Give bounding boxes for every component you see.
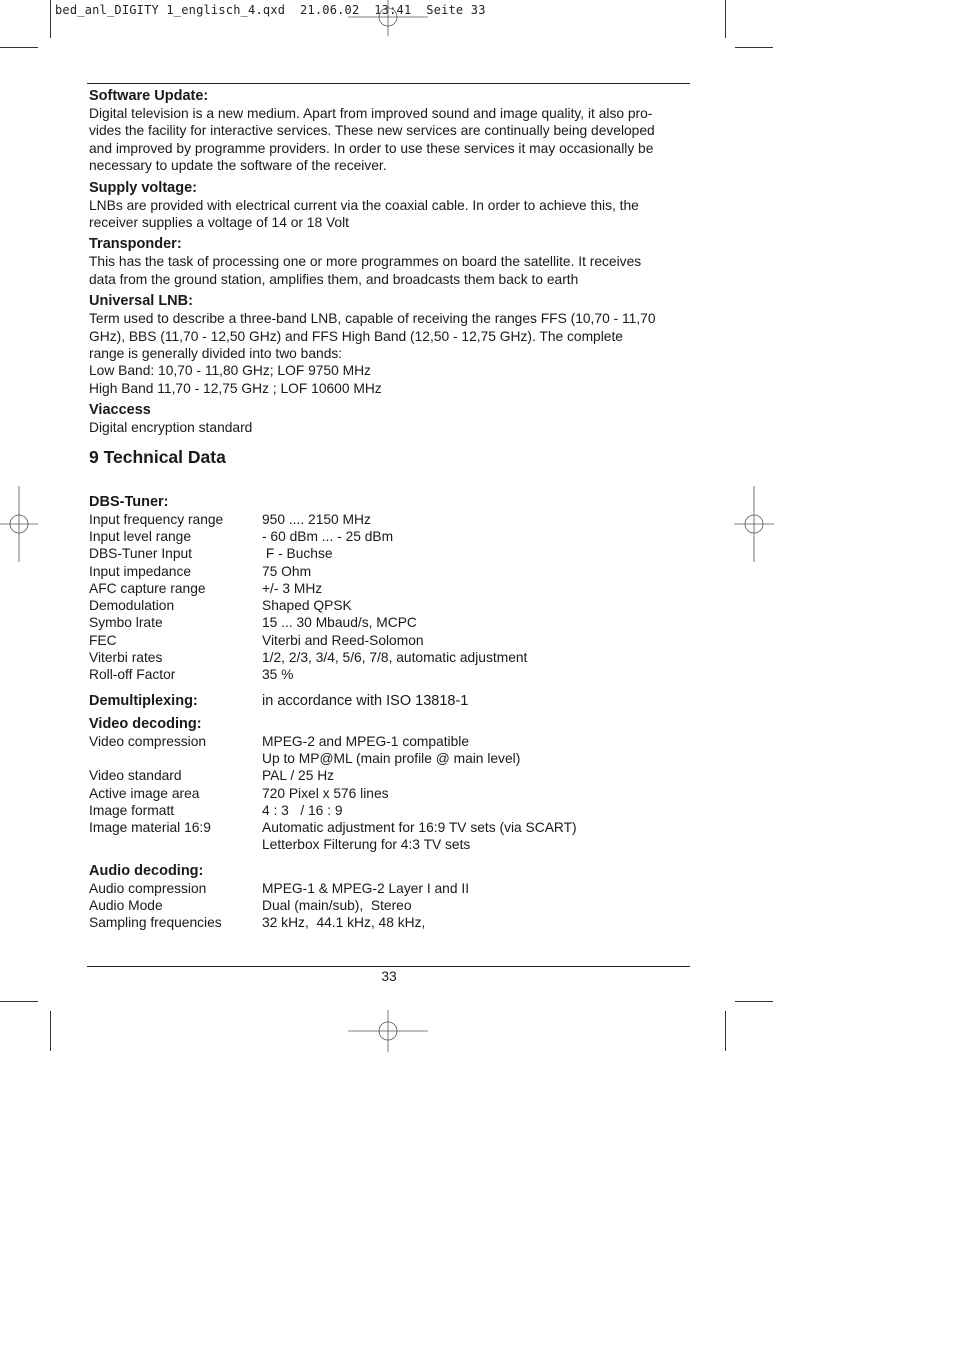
glossary-definition <box>89 419 689 436</box>
registration-mark-left <box>0 486 38 562</box>
spec-label: Image material 16:9 <box>89 820 211 836</box>
table-row <box>89 580 527 597</box>
spec-value: PAL / 25 Hz <box>262 768 335 784</box>
table-row <box>89 545 527 562</box>
definition-line: data from the ground station, amplifies them, and broadcasts them back to earth <box>89 271 579 287</box>
table-row <box>89 614 527 631</box>
glossary-entry-supply-voltage <box>89 180 689 232</box>
spec-label: DBS-Tuner Input <box>89 546 193 562</box>
section-heading: Audio decoding: <box>89 862 204 879</box>
spec-value: Letterbox Filterung for 4:3 TV sets <box>262 837 471 853</box>
glossary-entry-software-update <box>89 88 689 175</box>
spec-table <box>89 511 527 684</box>
spec-label: FEC <box>89 632 117 648</box>
spec-label: Demodulation <box>89 598 175 614</box>
crop-mark-top-right-h <box>735 47 773 48</box>
chapter-title: 9 Technical Data <box>89 446 226 467</box>
crop-mark-bottom-left-h <box>0 1001 38 1002</box>
spec-label <box>89 750 262 767</box>
spec-label: Audio Mode <box>89 898 163 914</box>
table-row <box>89 897 469 914</box>
spec-label <box>89 836 262 853</box>
spec-label: Input frequency range <box>89 511 224 527</box>
table-row <box>89 880 469 897</box>
table-row <box>89 733 577 750</box>
registration-mark-right <box>734 486 774 562</box>
table-row <box>89 767 577 784</box>
spec-value: 1/2, 2/3, 3/4, 5/6, 7/8, automatic adjustment <box>262 650 528 666</box>
table-row <box>89 632 527 649</box>
glossary-entry-universal-lnb <box>89 293 689 397</box>
definition-line: Term used to describe a three-band LNB, capable of receiving the ranges FFS (10,70 - 11,70 <box>89 311 656 327</box>
demultiplexing-row <box>89 693 689 710</box>
spec-label: Sampling frequencies <box>89 915 222 931</box>
table-row <box>89 511 527 528</box>
spec-value: +/- 3 MHz <box>262 580 323 596</box>
video-decoding-section <box>89 716 689 854</box>
spec-value: 950 .... 2150 MHz <box>262 511 371 527</box>
spec-value: Up to MP@ML (main profile @ main level) <box>262 750 521 766</box>
spec-value: - 60 dBm ... - 25 dBm <box>262 528 394 544</box>
spec-value: 4 : 3 / 16 : 9 <box>262 802 343 818</box>
definition-line: Digital encryption standard <box>89 420 253 436</box>
section-heading: DBS-Tuner: <box>89 493 169 510</box>
top-rule <box>87 83 690 84</box>
spec-label: Viterbi rates <box>89 650 163 666</box>
glossary-term: Transponder: <box>89 236 182 253</box>
spec-label: Video compression <box>89 733 207 749</box>
glossary-term: Supply voltage: <box>89 179 197 196</box>
registration-mark-top <box>348 0 428 36</box>
glossary-term: Universal LNB: <box>89 293 193 310</box>
spec-value: 32 kHz, 44.1 kHz, 48 kHz, <box>262 915 426 931</box>
crop-mark-top-right-v <box>725 0 726 38</box>
table-row <box>89 802 577 819</box>
glossary-entry-viaccess <box>89 402 689 436</box>
glossary-entry-transponder <box>89 236 689 288</box>
glossary-definition <box>89 310 689 397</box>
glossary-term: Viaccess <box>89 402 151 419</box>
definition-line: Digital television is a new medium. Apart from improved sound and image quality, it also pro- <box>89 106 653 121</box>
spec-label: Active image area <box>89 785 200 801</box>
spec-label: Input level range <box>89 528 192 544</box>
spec-table <box>89 880 469 932</box>
spec-value: Viterbi and Reed-Solomon <box>262 632 424 648</box>
table-row <box>89 785 577 802</box>
glossary-term: Software Update: <box>89 88 209 104</box>
table-row <box>89 597 527 614</box>
table-row <box>89 666 527 683</box>
definition-line: LNBs are provided with electrical current via the coaxial cable. In order to achieve this, the <box>89 197 639 213</box>
spec-label: Image formatt <box>89 802 175 818</box>
glossary <box>89 88 689 437</box>
glossary-definition <box>89 253 689 288</box>
spec-value: MPEG-2 and MPEG-1 compatible <box>262 733 470 749</box>
spec-label: Video standard <box>89 768 182 784</box>
page-number: 33 <box>381 969 397 984</box>
spec-value: F - Buchse <box>262 546 333 562</box>
glossary-definition <box>89 197 689 232</box>
crop-mark-bottom-right-h <box>735 1001 773 1002</box>
spec-value: 75 Ohm <box>262 563 312 579</box>
spec-table <box>89 733 577 854</box>
bottom-rule <box>87 966 690 967</box>
spec-value: Shaped QPSK <box>262 598 352 614</box>
spec-value: 15 ... 30 Mbaud/s, MCPC <box>262 615 417 631</box>
section-heading: Video decoding: <box>89 715 202 732</box>
crop-mark-top-left-h <box>0 47 38 48</box>
crop-mark-bottom-right-v <box>725 1011 726 1051</box>
table-row <box>89 750 577 767</box>
definition-line: High Band 11,70 - 12,75 GHz ; LOF 10600 MHz <box>89 380 382 396</box>
table-row <box>89 528 527 545</box>
spec-value: in accordance with ISO 13818-1 <box>262 692 469 709</box>
spec-label: Audio compression <box>89 880 207 896</box>
registration-mark-bottom <box>348 1010 428 1052</box>
section-heading: Demultiplexing: <box>89 692 198 709</box>
definition-line: and improved by programme providers. In order to use these services it may occasionally be <box>89 140 654 156</box>
definition-line: receiver supplies a voltage of 14 or 18 Volt <box>89 215 349 231</box>
definition-line: Low Band: 10,70 - 11,80 GHz; LOF 9750 MHz <box>89 363 371 379</box>
crop-mark-bottom-left-v <box>50 1011 51 1051</box>
definition-line: GHz), BBS (11,70 - 12,50 GHz) and FFS High Band (12,50 - 12,75 GHz). The complete <box>89 328 623 344</box>
table-row <box>89 836 577 853</box>
crop-mark-top-left-v <box>50 0 51 38</box>
definition-line: necessary to update the software of the receiver. <box>89 158 387 174</box>
printer-slug: bed_anl_DIGITY 1_englisch_4.qxd 21.06.02 13:41 Seite 33 <box>55 3 486 17</box>
spec-value: MPEG-1 & MPEG-2 Layer I and II <box>262 880 470 896</box>
spec-label: Roll-off Factor <box>89 667 176 683</box>
definition-line: This has the task of processing one or more programmes on board the satellite. It receives <box>89 254 642 270</box>
table-row <box>89 563 527 580</box>
table-row <box>89 649 527 666</box>
dbs-tuner-section <box>89 494 689 684</box>
spec-value: 720 Pixel x 576 lines <box>262 785 389 801</box>
table-row <box>89 819 577 836</box>
spec-value: Automatic adjustment for 16:9 TV sets (via SCART) <box>262 820 577 836</box>
spec-label: AFC capture range <box>89 580 206 596</box>
spec-value: Dual (main/sub), Stereo <box>262 898 412 914</box>
definition-line: range is generally divided into two bands: <box>89 346 343 362</box>
spec-label: Input impedance <box>89 563 192 579</box>
audio-decoding-section <box>89 863 689 932</box>
glossary-definition <box>89 105 689 175</box>
spec-label: Symbo lrate <box>89 615 163 631</box>
spec-value: 35 % <box>262 667 294 683</box>
table-row <box>89 914 469 931</box>
definition-line: vides the facility for interactive services. These new services are continually being developed <box>89 123 655 139</box>
page-content <box>89 88 689 932</box>
